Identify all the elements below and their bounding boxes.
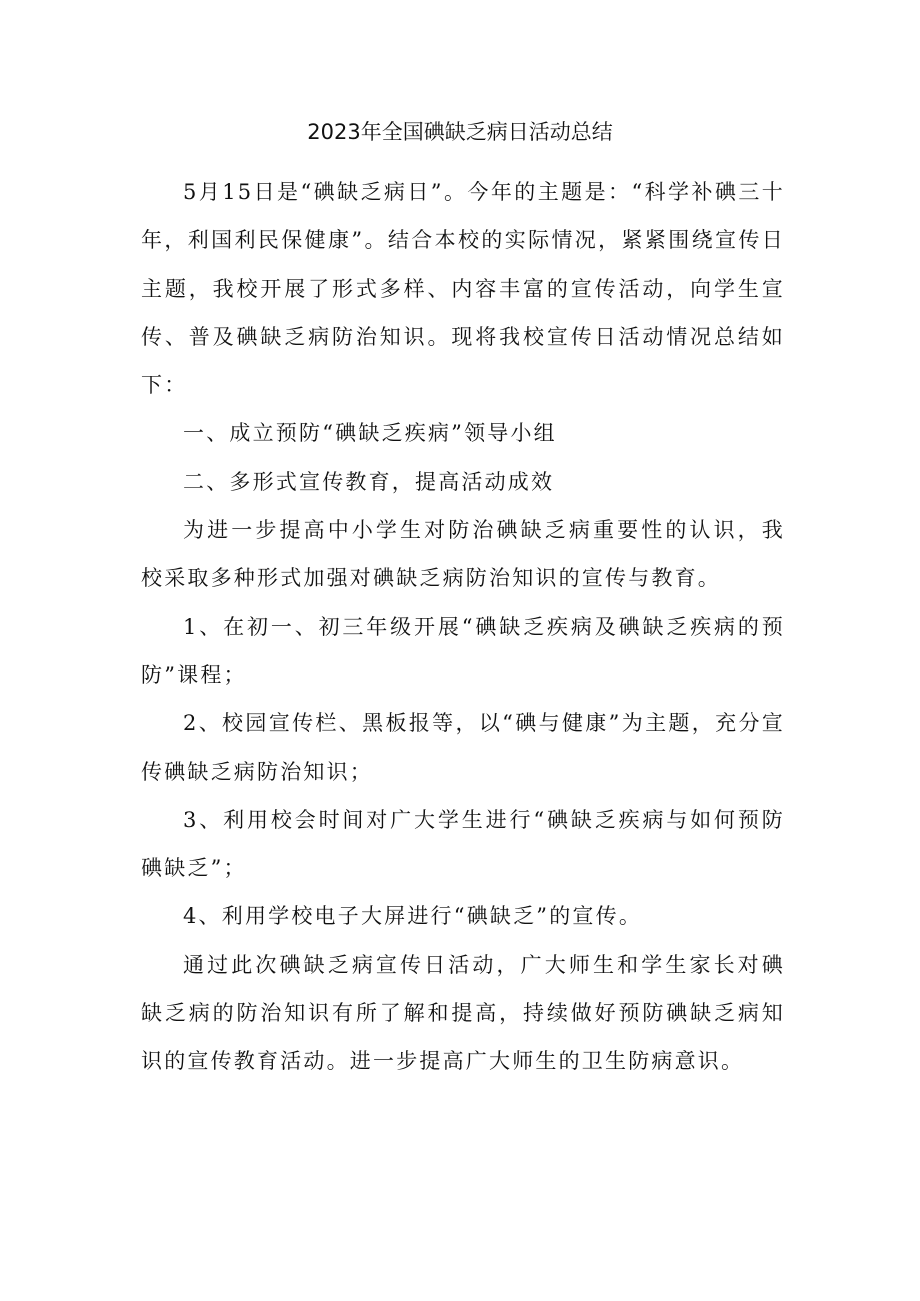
list-item-3: 3、利用校会时间对广大学生进行“碘缺乏疾病与如何预防碘缺乏”； — [141, 807, 785, 881]
document-body — [141, 168, 785, 1086]
paragraph-measures-intro: 为进一步提高中小学生对防治碘缺乏病重要性的认识，我校采取多种形式加强对碘缺乏病防治知识的宣传与教育。 — [141, 518, 785, 591]
paragraph-conclusion: 通过此次碘缺乏病宣传日活动，广大师生和学生家长对碘缺乏病的防治知识有所了解和提高，持续做好预防碘缺乏病知识的宣传教育活动。进一步提高广大师生的卫生防病意识。 — [141, 952, 785, 1074]
section-heading-2: 二、多形式宣传教育，提高活动成效 — [183, 469, 555, 494]
list-item-4: 4、利用学校电子大屏进行“碘缺乏”的宣传。 — [183, 904, 643, 929]
paragraph-intro: 5月15日是“碘缺乏病日”。今年的主题是：“科学补碘三十年，利国利民保健康”。结合本校的实际情况，紧紧围绕宣传日主题，我校开展了形式多样、内容丰富的宣传活动，向学生宣传、普及碘缺乏病防治知识。现将我校宣传日活动情况总结如下： — [141, 180, 785, 398]
list-item-1: 1、在初一、初三年级开展“碘缺乏疾病及碘缺乏疾病的预防”课程； — [141, 614, 785, 687]
list-item-2: 2、校园宣传栏、黑板报等，以“碘与健康”为主题，充分宣传碘缺乏病防治知识； — [141, 711, 785, 784]
section-heading-1: 一、成立预防“碘缺乏疾病”领导小组 — [183, 421, 557, 446]
document-title: 2023年全国碘缺乏病日活动总结 — [307, 120, 613, 144]
